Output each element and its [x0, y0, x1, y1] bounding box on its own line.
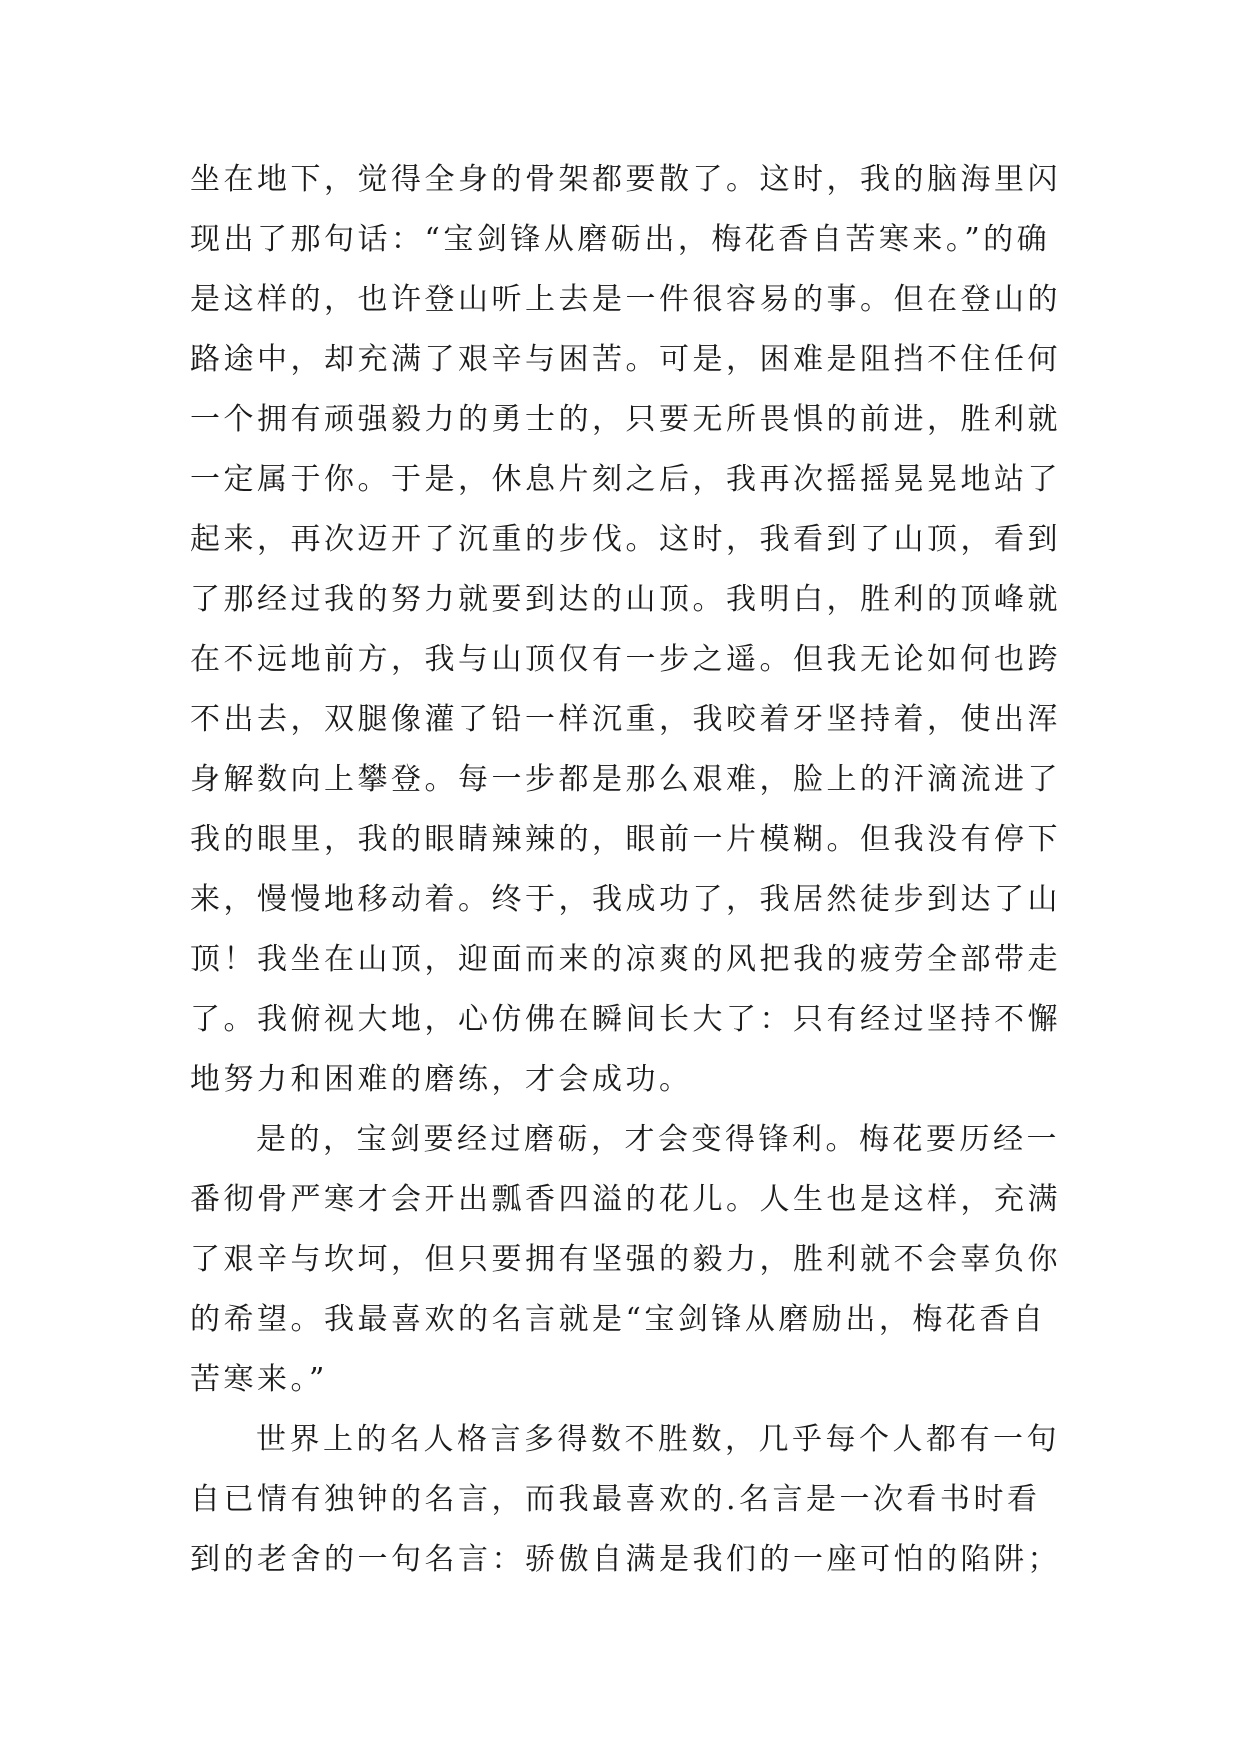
text-line: 不出去，双腿像灌了铅一样沉重，我咬着牙坚持着，使出浑 — [190, 702, 1061, 737]
text-line: 路途中，却充满了艰辛与困苦。可是，困难是阻挡不住任何 — [190, 342, 1061, 377]
text-line: 了艰辛与坎坷，但只要拥有坚强的毅力，胜利就不会辜负你 — [190, 1242, 1061, 1277]
text-line: 了。我俯视大地，心仿佛在瞬间长大了：只有经过坚持不懈 — [190, 1002, 1061, 1037]
text-line: 一个拥有顽强毅力的勇士的，只要无所畏惧的前进，胜利就 — [190, 402, 1061, 437]
text-line: 的希望。我最喜欢的名言就是“宝剑锋从磨励出，梅花香自 — [190, 1302, 1047, 1337]
text-line: 了那经过我的努力就要到达的山顶。我明白，胜利的顶峰就 — [190, 582, 1061, 617]
paragraph-3 — [190, 1410, 1061, 1590]
text-line: 坐在地下，觉得全身的骨架都要散了。这时，我的脑海里闪 — [190, 162, 1061, 197]
text-line: 世界上的名人格言多得数不胜数，几乎每个人都有一句 — [256, 1422, 1060, 1457]
text-line: 顶！我坐在山顶，迎面而来的凉爽的风把我的疲劳全部带走 — [190, 942, 1061, 977]
text-line: 在不远地前方，我与山顶仅有一步之遥。但我无论如何也跨 — [190, 642, 1061, 677]
text-line: 现出了那句话：“宝剑锋从磨砺出，梅花香自苦寒来。”的确 — [190, 222, 1051, 257]
paragraph-2 — [190, 1110, 1061, 1410]
body-text — [190, 150, 1061, 1590]
text-line: 苦寒来。” — [190, 1362, 328, 1397]
text-line: 起来，再次迈开了沉重的步伐。这时，我看到了山顶，看到 — [190, 522, 1061, 557]
text-line: 身解数向上攀登。每一步都是那么艰难，脸上的汗滴流进了 — [190, 762, 1061, 797]
text-line: 是这样的，也许登山听上去是一件很容易的事。但在登山的 — [190, 282, 1061, 317]
text-line: 番彻骨严寒才会开出瓢香四溢的花儿。人生也是这样，充满 — [190, 1182, 1061, 1217]
paragraph-1 — [190, 150, 1061, 1110]
text-line: 到的老舍的一句名言：骄傲自满是我们的一座可怕的陷阱； — [190, 1542, 1061, 1577]
text-line: 自已情有独钟的名言，而我最喜欢的.名言是一次看书时看 — [190, 1482, 1041, 1517]
text-line: 我的眼里，我的眼睛辣辣的，眼前一片模糊。但我没有停下 — [190, 822, 1061, 857]
text-line: 来，慢慢地移动着。终于，我成功了，我居然徒步到达了山 — [190, 882, 1061, 917]
text-line: 一定属于你。于是，休息片刻之后，我再次摇摇晃晃地站了 — [190, 462, 1061, 497]
text-line: 地努力和困难的磨练，才会成功。 — [190, 1062, 693, 1097]
text-line: 是的，宝剑要经过磨砺，才会变得锋利。梅花要历经一 — [256, 1122, 1060, 1157]
